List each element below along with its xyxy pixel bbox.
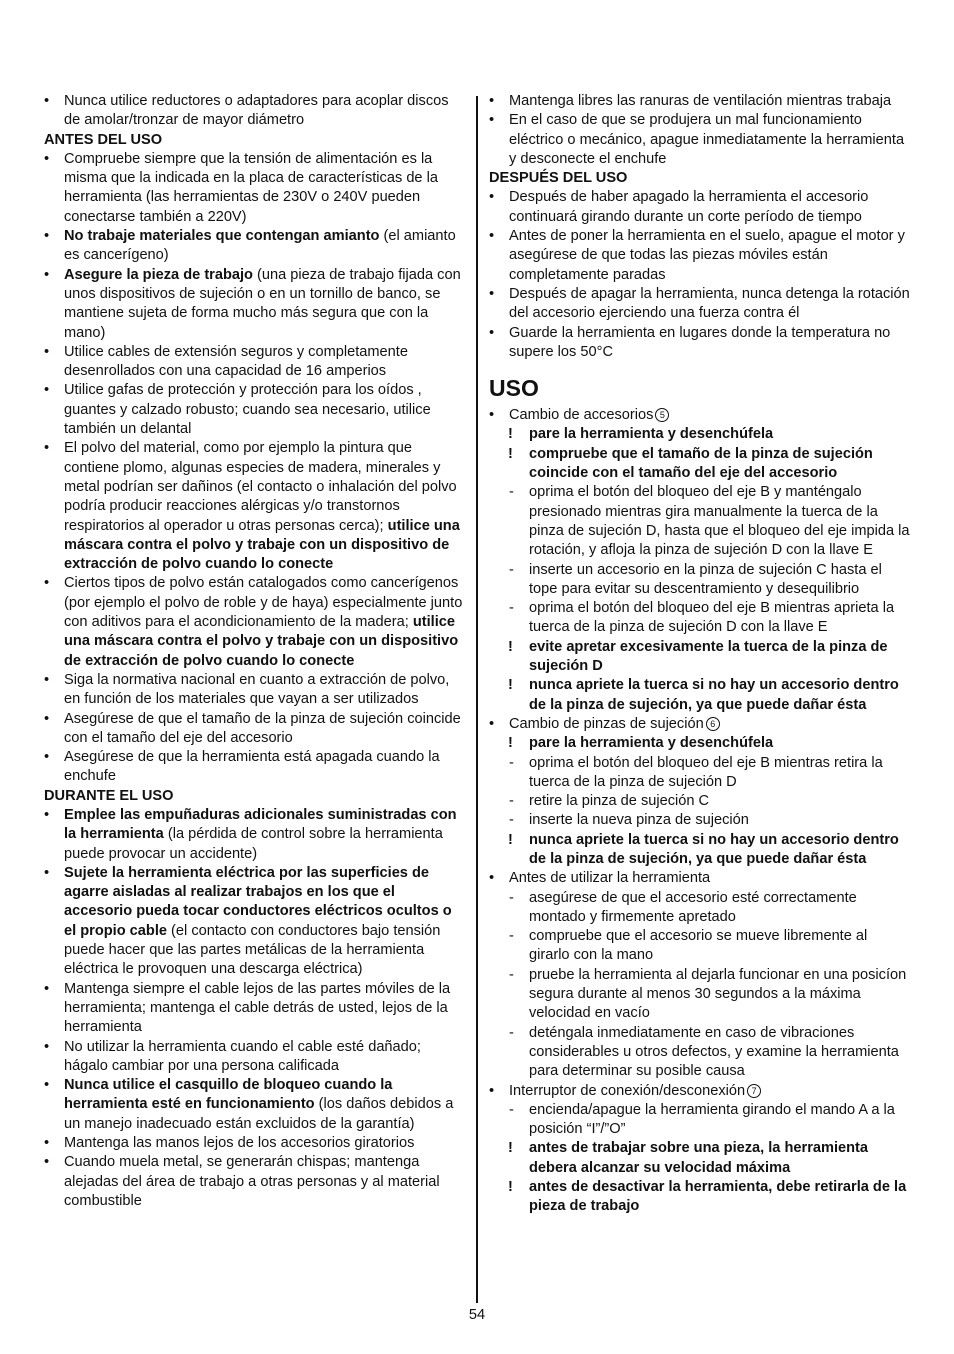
- item-text: pare la herramienta y desenchúfela: [529, 735, 774, 752]
- item-text: En el caso de que se produjera un mal funcionamiento eléctrico o mecánico, apague inmediatamente la herramienta y desconecte el enchufe: [509, 112, 905, 167]
- warning-marker: !: [508, 426, 513, 443]
- warning-item: [489, 445, 911, 484]
- item-text: pare la herramienta y desenchúfela: [529, 426, 774, 443]
- bullet-item: [489, 285, 911, 324]
- bold-text: Sujete la herramienta eléctrica por las superficies de agarre aisladas al realizar trabajos en los que el accesorio pueda tocar conductores eléctricos ocultos o el propio cable: [64, 864, 452, 939]
- dash-marker: -: [509, 484, 514, 501]
- bullet-marker: •: [489, 189, 495, 206]
- page-number: 54: [468, 1307, 486, 1323]
- bullet-marker: •: [44, 1038, 50, 1055]
- bullet-marker: •: [44, 710, 50, 727]
- item-text: deténgala inmediatamente en caso de vibraciones considerables u otros defectos, y examine la herramienta para determinar su posible causa: [529, 1024, 899, 1080]
- bold-text: No trabaje materiales que contengan amianto: [64, 228, 380, 245]
- bullet-marker: •: [44, 343, 50, 360]
- item-text: (el amianto es cancerígeno): [64, 228, 456, 264]
- item-text: Asegúrese de que el tamaño de la pinza de sujeción coincide con el tamaño del eje del accesorio: [64, 710, 461, 746]
- item-text: (el contacto con conductores bajo tensión puede hacer que las partes metálicas de la herramienta eléctrica le provoquen una descarga eléctrica): [64, 922, 441, 978]
- warning-marker: !: [508, 1179, 513, 1196]
- item-text: antes de trabajar sobre una pieza, la herramienta debera alcanzar su velocidad máxima: [529, 1140, 869, 1176]
- item-text: oprima el botón del bloqueo del eje B y manténgalo presionado mientras gira manualmente la tuerca de la pinza de sujeción D, hasta que el bloqueo del eje impida la rotación, y afloja la pinza de sujeción D con la llave E: [529, 484, 910, 559]
- bullet-item: [44, 92, 466, 131]
- bullet-item: [44, 227, 466, 266]
- dash-marker: -: [509, 812, 514, 829]
- item-text: retire la pinza de sujeción C: [529, 793, 710, 810]
- section-heading: DURANTE EL USO: [44, 787, 174, 804]
- dash-step: [489, 561, 911, 600]
- item-text: oprima el botón del bloqueo del eje B mientras aprieta la tuerca de la pinza de sujeción D con la llave E: [529, 600, 895, 636]
- bullet-marker: •: [44, 671, 50, 688]
- warning-item: [489, 831, 911, 870]
- dash-marker: -: [509, 561, 514, 578]
- warning-marker: !: [508, 831, 513, 848]
- item-text: nunca apriete la tuerca si no hay un accesorio dentro de la pinza de sujeción, ya que puede dañar ésta: [529, 831, 899, 867]
- bullet-item: [44, 806, 466, 864]
- item-text: (los daños debidos a un manejo inadecuado están excluidos de la garantía): [64, 1096, 454, 1132]
- dash-step: [489, 792, 911, 811]
- dash-step: [489, 599, 911, 638]
- bullet-marker: •: [44, 980, 50, 997]
- warning-marker: !: [508, 735, 513, 752]
- bullet-marker: •: [489, 324, 495, 341]
- bold-text: Nunca utilice el casquillo de bloqueo cuando la herramienta esté en funcionamiento: [64, 1077, 393, 1113]
- bullet-item: [489, 869, 911, 888]
- bullet-item: [489, 324, 911, 363]
- bullet-item: [44, 574, 466, 670]
- item-text: Antes de utilizar la herramienta: [509, 870, 711, 887]
- bullet-item: [489, 111, 911, 169]
- item-text: evite apretar excesivamente la tuerca de la pinza de sujeción D: [529, 638, 888, 675]
- item-text: Interruptor de conexión/desconexión: [509, 1082, 746, 1099]
- item-text: Utilice gafas de protección y protección para los oídos , guantes y calzado robusto; cuando sea necesario, utilice también un delantal: [64, 382, 431, 438]
- bullet-marker: •: [44, 749, 50, 766]
- bullet-item: [489, 92, 911, 111]
- dash-marker: -: [509, 793, 514, 810]
- bold-text: utilice una máscara contra el polvo y trabaje con un dispositivo de extracción de polvo cuando lo conecte: [64, 614, 459, 669]
- bold-text: utilice una máscara contra el polvo y trabaje con un dispositivo de extracción de polvo cuando lo conecte: [64, 517, 460, 573]
- bullet-marker: •: [44, 150, 50, 167]
- warning-item: [489, 734, 911, 753]
- bullet-item: [44, 748, 466, 787]
- dash-marker: -: [509, 1101, 514, 1118]
- dash-marker: -: [509, 966, 514, 983]
- bullet-item: [44, 381, 466, 439]
- bullet-item: [44, 439, 466, 574]
- item-text: Utilice cables de extensión seguros y completamente desenrollados con una capacidad de 16 amperios: [64, 343, 408, 380]
- dash-step: [489, 927, 911, 966]
- item-text: Compruebe siempre que la tensión de alimentación es la misma que la indicada en la placa de características de la herramienta (las herramientas de 230V o 240V pueden conectarse también a 220V): [64, 150, 438, 225]
- item-text: Antes de poner la herramienta en el suelo, apague el motor y asegúrese de que todas las piezas móviles están completamente paradas: [509, 228, 905, 283]
- chapter-heading: USO: [489, 375, 539, 402]
- bullet-marker: •: [489, 112, 495, 129]
- dash-marker: -: [509, 754, 514, 771]
- bullet-item: [44, 1153, 466, 1211]
- bullet-marker: •: [44, 266, 50, 283]
- bullet-item: [44, 980, 466, 1038]
- warning-item: [489, 1178, 911, 1217]
- warning-marker: !: [508, 677, 513, 694]
- item-text: Siga la normativa nacional en cuanto a extracción de polvo, en función de los materiales que vayan a ser utilizados: [64, 671, 450, 708]
- bold-text: Emplee las empuñaduras adicionales suministradas con la herramienta: [64, 806, 457, 843]
- warning-item: [489, 425, 911, 444]
- section-heading: DESPUÉS DEL USO: [489, 170, 628, 187]
- bullet-marker: •: [44, 228, 50, 245]
- dash-marker: -: [509, 600, 514, 617]
- bullet-marker: •: [44, 1154, 50, 1171]
- dash-step: [489, 889, 911, 928]
- item-text: El polvo del material, como por ejemplo la pintura que contiene plomo, algunas especies de madera, minerales y metal podrían ser dañinos (el contacto o inhalación del polvo podría producir reacciones alérgicas y/o transtornos respiratorios al operador u otras personas cerca);: [64, 440, 457, 534]
- bullet-item: [489, 1082, 911, 1101]
- bullet-item: [489, 188, 911, 227]
- dash-step: [489, 1024, 911, 1082]
- bullet-item: [44, 1076, 466, 1134]
- column-divider: [476, 96, 478, 1303]
- section-heading: ANTES DEL USO: [44, 131, 163, 148]
- item-text: Después de haber apagado la herramienta el accesorio continuará girando durante un corte período de tiempo: [509, 189, 869, 225]
- bullet-item: [44, 1038, 466, 1077]
- item-text: Ciertos tipos de polvo están catalogados como cancerígenos (por ejemplo el polvo de roble y de haya) especialmente junto con aditivos para el acondicionamiento de la madera;: [64, 575, 463, 631]
- figure-reference-number: 6: [706, 717, 720, 731]
- dash-step: [489, 754, 911, 793]
- item-text: Cambio de accesorios: [509, 407, 654, 424]
- bullet-item: [489, 406, 911, 425]
- bullet-marker: •: [44, 93, 50, 109]
- dash-step: [489, 483, 911, 560]
- dash-step: [489, 1101, 911, 1140]
- bold-text: Asegure la pieza de trabajo: [64, 266, 253, 283]
- bullet-item: [44, 343, 466, 382]
- warning-marker: !: [508, 638, 513, 655]
- dash-marker: -: [509, 889, 514, 906]
- figure-reference-number: 7: [747, 1084, 761, 1098]
- item-text: Después de apagar la herramienta, nunca detenga la rotación del accesorio ejerciendo una fuerza contra él: [509, 285, 910, 322]
- bullet-item: [44, 710, 466, 749]
- dash-marker: -: [509, 928, 514, 945]
- item-text: oprima el botón del bloqueo del eje B mientras retira la tuerca de la pinza de sujeción D: [529, 754, 883, 790]
- item-text: Cambio de pinzas de sujeción: [509, 715, 704, 732]
- bullet-item: [44, 150, 466, 227]
- item-text: (la pérdida de control sobre la herramienta puede provocar un accidente): [64, 826, 443, 862]
- item-text: nunca apriete la tuerca si no hay un accesorio dentro de la pinza de sujeción, ya que puede dañar ésta: [529, 677, 899, 713]
- item-text: pruebe la herramienta al dejarla funcionar en una posicíon segura durante al menos 30 segundos a la máxima velocidad en vacío: [529, 966, 907, 1022]
- warning-item: [489, 676, 911, 715]
- bullet-marker: •: [489, 870, 495, 887]
- item-text: inserte la nueva pinza de sujeción: [529, 812, 749, 829]
- item-text: Nunca utilice reductores o adaptadores para acoplar discos de amolar/tronzar de mayor diámetro: [64, 93, 449, 129]
- bullet-marker: •: [44, 575, 50, 592]
- item-text: asegúrese de que el accesorio esté correctamente montado y firmemente apretado: [529, 889, 857, 925]
- left-column: [44, 92, 466, 1211]
- bullet-marker: •: [44, 806, 50, 823]
- item-text: No utilizar la herramienta cuando el cable esté dañado; hágalo cambiar por una persona calificada: [64, 1038, 421, 1074]
- bullet-marker: •: [489, 285, 495, 302]
- item-text: Mantenga siempre el cable lejos de las partes móviles de la herramienta; mantenga el cable detrás de usted, lejos de la herramienta: [64, 980, 451, 1036]
- bullet-item: [44, 1134, 466, 1153]
- bullet-marker: •: [44, 440, 50, 457]
- warning-marker: !: [508, 445, 513, 462]
- warning-item: [489, 1139, 911, 1178]
- warning-marker: !: [508, 1140, 513, 1157]
- right-column: [489, 92, 911, 1217]
- bullet-item: [489, 227, 911, 285]
- bullet-item: [44, 864, 466, 980]
- bullet-marker: •: [44, 864, 50, 881]
- warning-item: [489, 638, 911, 677]
- item-text: inserte un accesorio en la pinza de sujeción C hasta el tope para evitar su descentramiento y desequilibrio: [529, 561, 882, 597]
- item-text: Mantenga libres las ranuras de ventilación mientras trabaja: [509, 93, 892, 109]
- dash-step: [489, 966, 911, 1024]
- bullet-marker: •: [489, 407, 495, 424]
- dash-step: [489, 811, 911, 830]
- item-text: Mantenga las manos lejos de los accesorios giratorios: [64, 1135, 415, 1152]
- bullet-marker: •: [489, 715, 495, 732]
- bullet-item: [44, 266, 466, 343]
- item-text: compruebe que el accesorio se mueve libremente al girarlo con la mano: [529, 928, 868, 964]
- bullet-marker: •: [489, 93, 495, 109]
- item-text: antes de desactivar la herramienta, debe retirarla de la pieza de trabajo: [529, 1179, 907, 1215]
- item-text: Cuando muela metal, se generarán chispas; mantenga alejadas del área de trabajo a otras personas y al material combustible: [64, 1154, 440, 1209]
- item-text: Asegúrese de que la herramienta está apagada cuando la enchufe: [64, 749, 440, 785]
- item-text: compruebe que el tamaño de la pinza de sujeción coincide con el tamaño del eje del accesorio: [529, 445, 873, 482]
- bullet-marker: •: [44, 1077, 50, 1094]
- bullet-marker: •: [489, 228, 495, 245]
- bullet-marker: •: [44, 1135, 50, 1152]
- bullet-marker: •: [44, 382, 50, 399]
- item-text: Guarde la herramienta en lugares donde la temperatura no supere los 50°C: [509, 324, 891, 360]
- dash-marker: -: [509, 1024, 514, 1041]
- figure-reference-number: 5: [655, 408, 669, 422]
- bullet-item: [489, 715, 911, 734]
- bullet-marker: •: [489, 1082, 495, 1099]
- item-text: encienda/apague la herramienta girando el mando A a la posición “I”/”O”: [529, 1101, 895, 1138]
- item-text: (una pieza de trabajo fijada con unos dispositivos de sujeción o en un tornillo de banco, se mantiene sujeta de forma mucho más segura que con la mano): [64, 266, 461, 341]
- bullet-item: [44, 671, 466, 710]
